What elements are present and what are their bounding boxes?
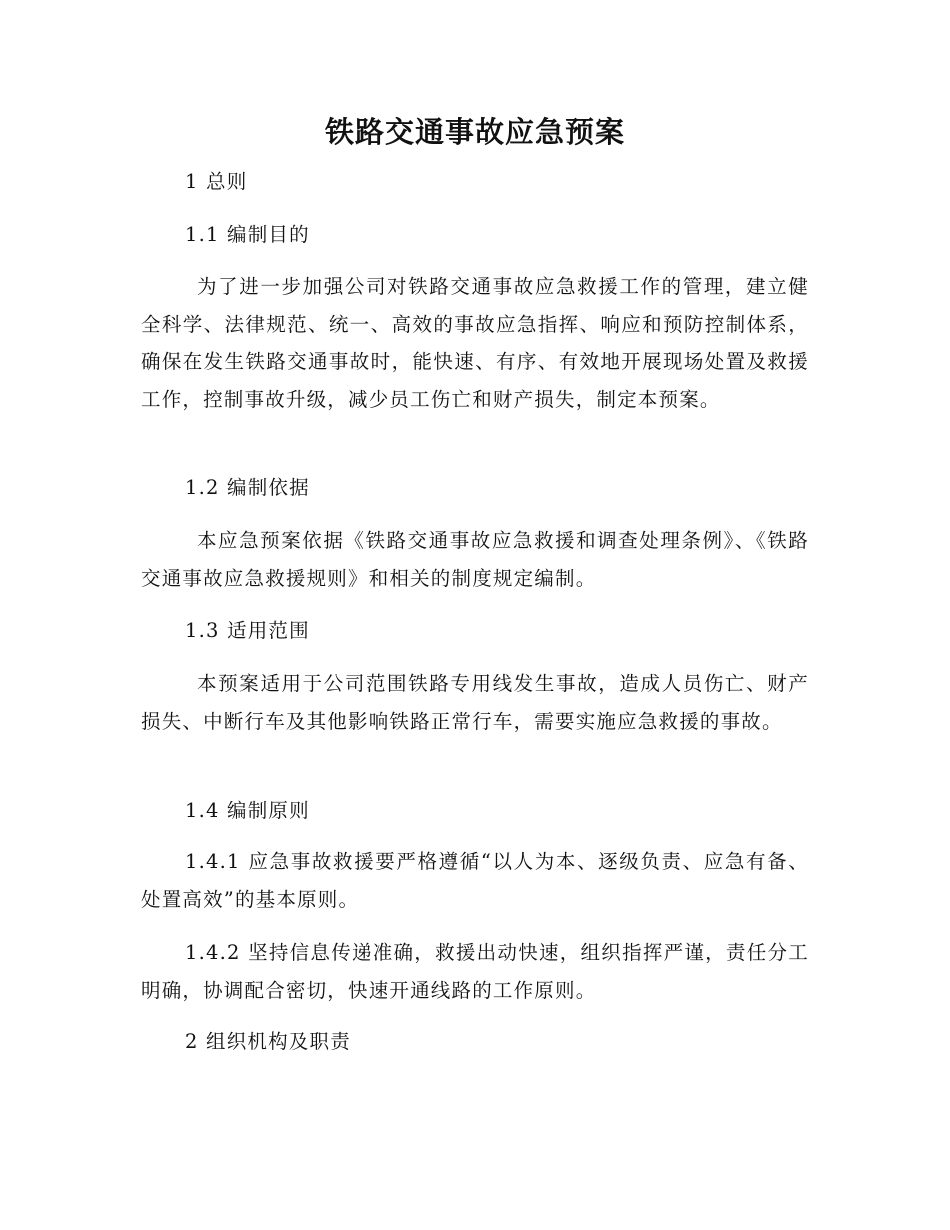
heading-organization: 2 组织机构及职责 — [185, 1030, 351, 1053]
paragraph-basis: 本应急预案依据《铁路交通事故应急救援和调查处理条例》、《铁路交通事故应急救援规则》和相关的制度规定编制。 — [141, 529, 809, 590]
heading-principles: 1.4 编制原则 — [185, 799, 310, 822]
heading-scope: 1.3 适用范围 — [185, 619, 310, 642]
document-title: 铁路交通事故应急预案 — [324, 115, 625, 149]
paragraph-principle-1: 1.4.1 应急事故救援要严格遵循“以人为本、逐级负责、应急有备、处置高效”的基本原则。 — [141, 850, 809, 911]
heading-general: 1 总则 — [185, 170, 248, 193]
heading-basis: 1.2 编制依据 — [185, 476, 310, 499]
paragraph-scope: 本预案适用于公司范围铁路专用线发生事故，造成人员伤亡、财产损失、中断行车及其他影响铁路正常行车，需要实施应急救援的事故。 — [141, 672, 809, 733]
paragraph-principle-2: 1.4.2 坚持信息传递准确，救援出动快速，组织指挥严谨，责任分工明确，协调配合密切，快速开通线路的工作原则。 — [141, 941, 809, 1002]
paragraph-purpose: 为了进一步加强公司对铁路交通事故应急救援工作的管理，建立健全科学、法律规范、统一、高效的事故应急指挥、响应和预防控制体系，确保在发生铁路交通事故时，能快速、有序、有效地开展现场处置及救援工作，控制事故升级，减少员工伤亡和财产损失，制定本预案。 — [141, 275, 809, 411]
heading-purpose: 1.1 编制目的 — [185, 223, 310, 246]
